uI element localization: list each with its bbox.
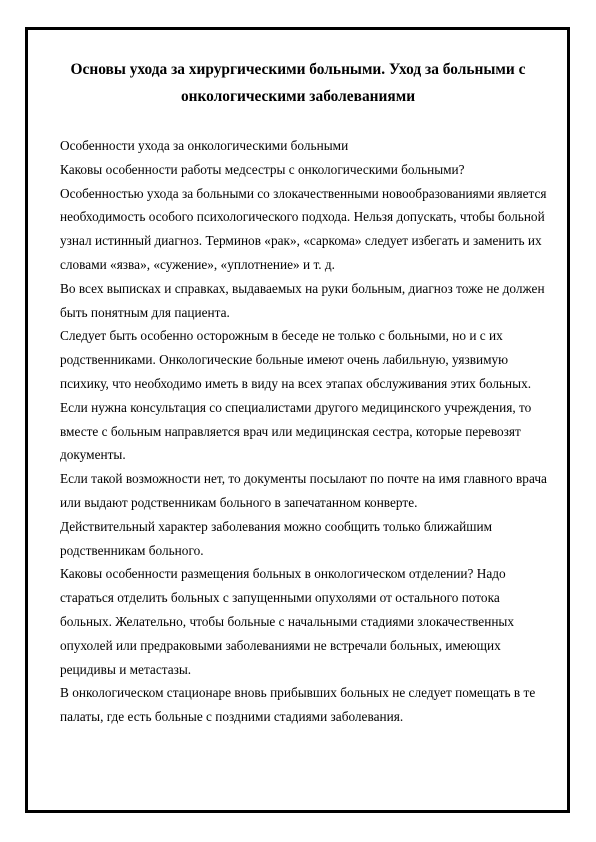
paragraph-documents-diagnosis: Во всех выписках и справках, выдаваемых на руки больным, диагноз тоже не должен быть понятным для пациента. — [60, 280, 545, 320]
paragraph-documents-mail: Если такой возможности нет, то документы посылают по почте на имя главного врача или выдают родственникам больного в запечатанном конверте. — [60, 471, 547, 510]
paragraph-consultation: Если нужна консультация со специалистами другого медицинского учреждения, то вместе с больным направляется врач или медицинская сестра, которые перевозят документы. — [60, 399, 532, 463]
paragraph-placement: Каковы особенности размещения больных в онкологическом отделении? Надо стараться отделить больных с запущенными опухолями от остального потока больных. Желательно, чтобы больные с начальными стадиями злокачественных опухолей или предраковыми заболеваниями не встречали больных, имеющих рецидивы и метастазы. — [60, 566, 515, 677]
paragraph-psychological-approach: Особенностью ухода за больными со злокачественными новообразованиями является необходимость особого психологического подхода. Нельзя допускать, чтобы больной узнал истинный диагноз. Терминов «рак», «саркома» следует избегать и заменить их словами «язва», «сужение», «уплотнение» и т. д. — [60, 185, 547, 272]
paragraph-new-patients: В онкологическом стационаре вновь прибывших больных не следует помещать в те палаты, где есть больные с поздними стадиями заболевания. — [60, 685, 536, 725]
document-body — [60, 134, 550, 729]
paragraph-question-nurse-work: Каковы особенности работы медсестры с онкологическими больными? — [60, 161, 465, 177]
document-title: Основы ухода за хирургическими больными. Уход за больными с онкологическими заболеваниями — [70, 61, 526, 105]
paragraph-relatives-conversation: Следует быть особенно осторожным в беседе не только с больными, но и с их родственниками. Онкологические больные имеют очень лабильную, уязвимую психику, что необходимо иметь в виду на всех этапах обслуживания этих больных. — [60, 328, 532, 391]
paragraph-true-diagnosis: Действительный характер заболевания можно сообщить только ближайшим родственникам больного. — [60, 518, 493, 558]
paragraph-section-heading: Особенности ухода за онкологическими больными — [60, 138, 349, 153]
